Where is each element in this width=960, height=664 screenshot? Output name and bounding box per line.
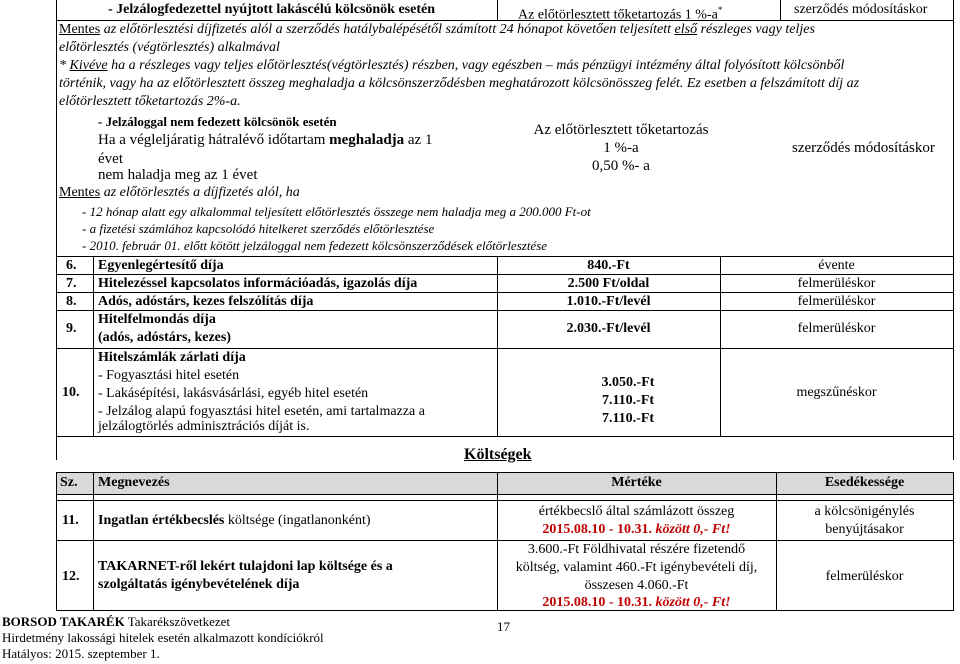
cost-amount-line: értékbecslő által számlázott összeg: [538, 504, 735, 519]
cost-no: 12.: [62, 569, 80, 584]
fee-no: 7.: [66, 276, 77, 291]
page-number: 17: [497, 619, 510, 634]
mentes2-item: - 2010. február 01. előtt kötött jelzáloggal nem fedezett kölcsönszerződések előtörlesztése: [82, 238, 548, 253]
kiveve-word: Kivéve: [69, 58, 108, 73]
fee-name: Adós, adóstárs, kezes felszólítás díja: [98, 294, 314, 309]
mentes2-item: - 12 hónap alatt egy alkalommal teljesített előtörlesztés összege nem haladja meg a 200.000 Ft-ot: [82, 204, 591, 219]
row10-line: jelzálogtörlés adminisztrációs díját is.: [98, 419, 310, 434]
row10-amount: 3.050.-Ft: [601, 375, 655, 390]
mentes1-text: az előtörlesztési díjfizetés alól a szerződés hatálybalépésétől számított 24 hónapot követően teljesített: [100, 22, 675, 37]
fee-name: Hitelezéssel kapcsolatos információadás, igazolás díja: [98, 276, 418, 291]
cost-amount-line: összesen 4.060.-Ft: [584, 578, 689, 593]
footer-bank: [2, 614, 230, 630]
row10-amount: 7.110.-Ft: [601, 411, 655, 426]
jelzalog-fee1: Az előtörlesztett tőketartozás: [533, 122, 709, 138]
top-row-when: szerződés módosításkor: [794, 2, 928, 17]
fee-name: Hitelfelmondás díja: [98, 312, 216, 327]
red-date: 2015.08.10 - 10.31.: [542, 522, 656, 537]
header-amount: Mértéke: [611, 475, 662, 490]
jelzalog-fee3: 0,50 %- a: [592, 158, 650, 174]
row10-line: - Jelzálog alapú fogyasztási hitel esetén, ami tartalmazza a: [98, 404, 425, 419]
header-name: Megnevezés: [98, 475, 170, 490]
cost-name: [98, 512, 371, 530]
cost-when: a kölcsönigénylés: [814, 504, 915, 519]
fee-no: 6.: [66, 258, 77, 273]
fee-no: 9.: [66, 321, 77, 336]
cost-amount-red: [497, 521, 776, 539]
jelzalog-when: szerződés módosításkor: [792, 140, 935, 156]
red-note: között 0,- Ft!: [655, 595, 731, 610]
fee-amount: 2.500 Ft/oldal: [567, 276, 650, 291]
rule: [56, 472, 57, 610]
fee-when: évente: [818, 258, 855, 273]
mentes2-heading: [59, 184, 300, 202]
fee-amount: 840.-Ft: [587, 258, 630, 273]
row10-when: megszűnéskor: [796, 385, 877, 400]
mentes2-text: az előtörlesztés a díjfizetés alól, ha: [100, 185, 300, 200]
rule: [56, 436, 954, 437]
footnote-marker: *: [717, 5, 723, 15]
fee-when: felmerüléskor: [797, 276, 876, 291]
cost-amount-red: [497, 594, 776, 612]
mentes2-word: Mentes: [59, 185, 101, 200]
footer-line3: Hatályos: 2015. szeptember 1.: [2, 646, 160, 661]
koltsegek-title: Költségek: [464, 446, 532, 463]
rule: [93, 256, 94, 436]
fee-no: 8.: [66, 294, 77, 309]
rule: [56, 494, 954, 495]
cost-name: TAKARNET-ről lekért tulajdoni lap költsége és a: [98, 559, 393, 574]
first-word: első: [674, 22, 698, 37]
kiveve-text: ha a részleges vagy teljes előtörlesztés(végtörlesztés) részben, vagy egészben – más pénzügyi intézmény által folyósított kölcsönből: [107, 58, 845, 73]
footer-line2: Hirdetmény lakossági hitelek esetén alkalmazott kondíciókról: [2, 630, 324, 645]
jelzalog-fee2: 1 %-a: [603, 140, 639, 156]
mentes1-line1: [59, 21, 815, 39]
red-date: 2015.08.10 - 10.31.: [542, 595, 656, 610]
red-note: között 0,- Ft!: [655, 522, 731, 537]
jelzalog-cond2: nem haladja meg az 1 évet: [98, 167, 258, 183]
cost-name-rest: költsége (ingatlanonként): [224, 513, 371, 528]
cond1-a: Ha a végleljáratig hátralévő időtartam: [98, 132, 330, 148]
cond1-b: meghaladja: [329, 132, 405, 148]
cost-name: szolgáltatás igénybevételének díja: [98, 577, 300, 592]
fee-when: felmerüléskor: [797, 321, 876, 336]
rule: [780, 0, 781, 20]
mentes1-end: részleges vagy teljes: [697, 22, 815, 37]
mentes1-line2: előtörlesztés (végtörlesztés) alkalmával: [59, 40, 280, 55]
row10-line: - Lakásépítési, lakásvásárlási, egyéb hitel esetén: [98, 386, 369, 401]
jelzalog-cond1-d: évet: [98, 151, 123, 167]
mentes-word: Mentes: [59, 22, 101, 37]
kiveve-line3: előtörlesztett tőketartozás 2%-a.: [59, 94, 241, 109]
fee-amount: 1.010.-Ft/levél: [566, 294, 651, 309]
table-border-left: [56, 0, 57, 460]
rule: [776, 472, 777, 610]
fee-amount: 2.030.-Ft/levél: [566, 321, 651, 336]
star: *: [59, 58, 70, 73]
kiveve-line2: történik, vagy ha az előtörlesztett összeg meghaladja a kölcsönszerződésben meghatározott kölcsönösszeg felét. Ez esetben a felszámított díj az: [59, 76, 860, 91]
top-row-fee-text: Az előtörlesztett tőketartozás 1 %-a: [518, 7, 718, 23]
rule: [497, 0, 498, 20]
mentes2-item: - a fizetési számlához kapcsolódó hitelkeret szerződés előtörlesztése: [82, 221, 435, 236]
cost-name-bold: Ingatlan értékbecslés: [98, 513, 225, 528]
cost-when: benyújtásakor: [825, 522, 904, 537]
cond1-c: az 1: [404, 132, 433, 148]
fee-name2: (adós, adóstárs, kezes): [98, 330, 231, 345]
header-when: Esedékessége: [824, 475, 905, 490]
row10-amount: 7.110.-Ft: [601, 393, 655, 408]
fee-when: felmerüléskor: [797, 294, 876, 309]
rule: [953, 472, 954, 610]
cost-no: 11.: [62, 513, 79, 528]
footer-bank-bold: BORSOD TAKARÉK: [2, 614, 125, 629]
fee-name: Egyenlegértesítő díja: [98, 258, 224, 273]
row10-title: Hitelszámlák zárlati díja: [98, 350, 246, 365]
jelzalog-cond1: [98, 131, 432, 149]
table-border-right: [953, 0, 954, 460]
header-no: Sz.: [60, 475, 78, 490]
fee-no: 10.: [62, 385, 80, 400]
cost-amount-line: költség, valamint 460.-Ft igénybevételi díj,: [515, 560, 758, 575]
row10-line: - Fogyasztási hitel esetén: [98, 368, 240, 383]
rule: [56, 500, 954, 501]
footer-bank-rest: Takarékszövetkezet: [124, 614, 231, 629]
top-row-label: - Jelzálogfedezettel nyújtott lakáscélú kölcsönök esetén: [108, 2, 435, 17]
rule: [56, 472, 954, 473]
rule: [93, 472, 94, 610]
jelzalog-label: - Jelzáloggal nem fedezett kölcsönök esetén: [98, 114, 337, 129]
kiveve-line1: [59, 57, 844, 75]
cost-amount-line: 3.600.-Ft Földhivatal részére fizetendő: [527, 542, 746, 557]
cost-when: felmerüléskor: [825, 569, 904, 584]
